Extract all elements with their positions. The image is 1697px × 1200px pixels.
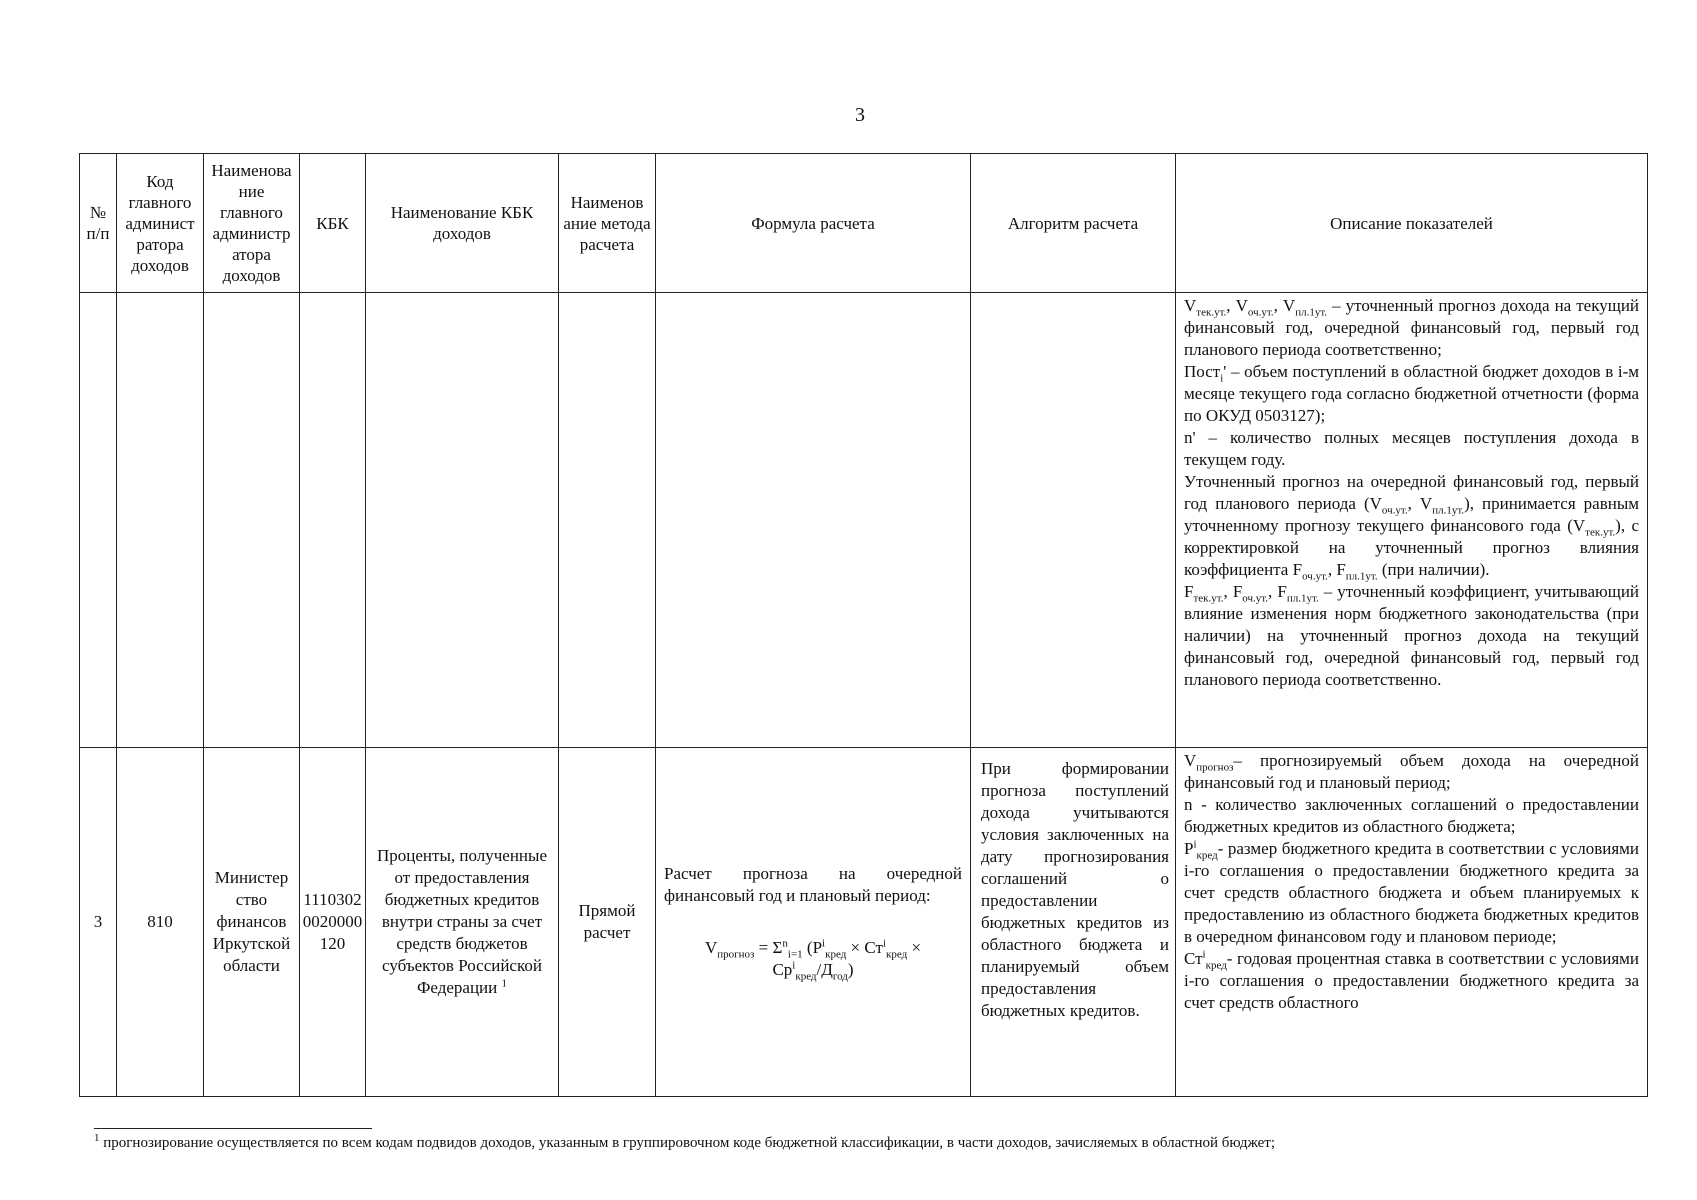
cell-empty [559,293,656,748]
desc-n-agreements: n - количество заключенных соглашений о предоставлении бюджетных кредитов из областного бюджета; [1184,795,1639,836]
header-algorithm: Алгоритм расчета [971,154,1176,293]
desc-v-forecast: $V_{тек.ут.}$, $V_{оч.ут.}$, $V_{пл.1ут.}$ – уточненный прогноз дохода на текущий финансовый год, очередной финансовый год, первый год планового периода соответственно; [1184,296,1640,359]
cell-admin-code: 810 [117,748,204,1097]
footnote [94,1133,1654,1153]
header-num: № п/п [80,154,117,293]
cell-empty [300,293,366,748]
desc-n-months: n' – количество полных месяцев поступления дохода в текущем году. [1184,428,1639,469]
desc-p-kred: $P^i_{кред}-$ размер бюджетного кредита в соответствии с условиями i-го соглашения о предоставлении бюджетного кредита за счет средств областного бюджета и объем планируемых к предоставлению из областного бюджета бюджетных кредитов в очередном финансовом году и плановом периоде; [1184,838,1639,946]
desc-v-prognoz: $V_{прогноз}-$ прогнозируемый объем дохода на очередной финансовый год и плановый период; [1184,751,1639,792]
header-admin-code: Код главного админист ратора доходов [117,154,204,293]
desc-f-coefficient: $F_{тек.ут.}$, $F_{оч.ут.}$, $F_{пл.1ут.}$ – уточненный коэффициент, учитывающий влияние изменения норм бюджетного законодательства (при наличии) на уточненный прогноз дохода на текущий финансовый год, очередной финансовый год, первый год планового периода соответственно. [1184,582,1640,689]
table-row-continued [80,293,1648,748]
cell-empty [656,293,971,748]
header-kbk: КБК [300,154,366,293]
formula-text: Расчет прогноза на очередной финансовый год и плановый период: [664,864,962,905]
header-admin-name: Наименова ние главного администр атора доходов [204,154,300,293]
kbk-name-text: Проценты, полученные от предоставления бюджетных кредитов внутри страны за счет средств бюджетов субъектов Российской Федерации [377,846,547,997]
desc-forecast-rule: Уточненный прогноз на очередной финансовый год, первый год планового периода ($V_{оч.ут.}$, $V_{пл.1ут.}$), принимается равным уточненному прогнозу текущего финансового года $(V_{тек.ут.})$, с корректировкой на уточненный прогноз влияния коэффициента $F_{оч.ут.}$, $F_{пл.1ут.}$ (при наличии). [1184,472,1640,583]
cell-description [1176,748,1648,1097]
revenue-forecast-table [79,153,1648,1097]
cell-num: 3 [80,748,117,1097]
cell-empty [117,293,204,748]
table-row-3 [80,748,1648,1097]
header-description: Описание показателей [1176,154,1648,293]
cell-formula [656,748,971,1097]
header-row [80,154,1648,293]
cell-kbk-name [366,748,559,1097]
footnote-ref: 1 [501,977,508,990]
footnote-marker: 1 [94,1132,100,1144]
footnote-text: прогнозирование осуществляется по всем кодам подвидов доходов, указанным в группировочном коде бюджетной классификации, в части доходов, зачисляемых в областной бюджет; [99,1135,1276,1151]
page-number: 3 [855,104,865,126]
cell-empty [971,293,1176,748]
cell-empty [80,293,117,748]
cell-empty [366,293,559,748]
desc-post: Пост$_i$' – объем поступлений в областной бюджет доходов в i-м месяце текущего года согласно бюджетной отчетности (форма по ОКУД 0503127); [1184,362,1639,425]
header-formula: Формула расчета [656,154,971,293]
cell-description-continued [1176,293,1648,748]
desc-ct-kred: $Ст^i_{кред}-$ годовая процентная ставка в соответствии с условиями i-го соглашения о предоставлении бюджетного кредита за счет средств областного [1184,948,1639,1012]
algorithm-text: При формировании прогноза поступлений дохода учитываются условия заключенных на дату прогнозирования соглашений о предоставлении бюджетных кредитов из областного бюджета и планируемый объем предоставления бюджетных кредитов. [981,759,1169,1020]
cell-admin-name: Министер ство финансов Иркутской области [204,748,300,1097]
footnote-separator [94,1128,372,1129]
cell-kbk: 1110302 0020000 120 [300,748,366,1097]
cell-empty [204,293,300,748]
header-kbk-name: Наименование КБК доходов [366,154,559,293]
cell-method: Прямой расчет [559,748,656,1097]
cell-algorithm [971,748,1176,1097]
header-method: Наименов ание метода расчета [559,154,656,293]
formula-expression: $V_{прогноз} = \Sigma^n_{i=1}$ ($P^i_{кред} \times Ст^i_{кред}$ × $Ср^i_{кред}/Д_{год}$) [704,937,922,983]
